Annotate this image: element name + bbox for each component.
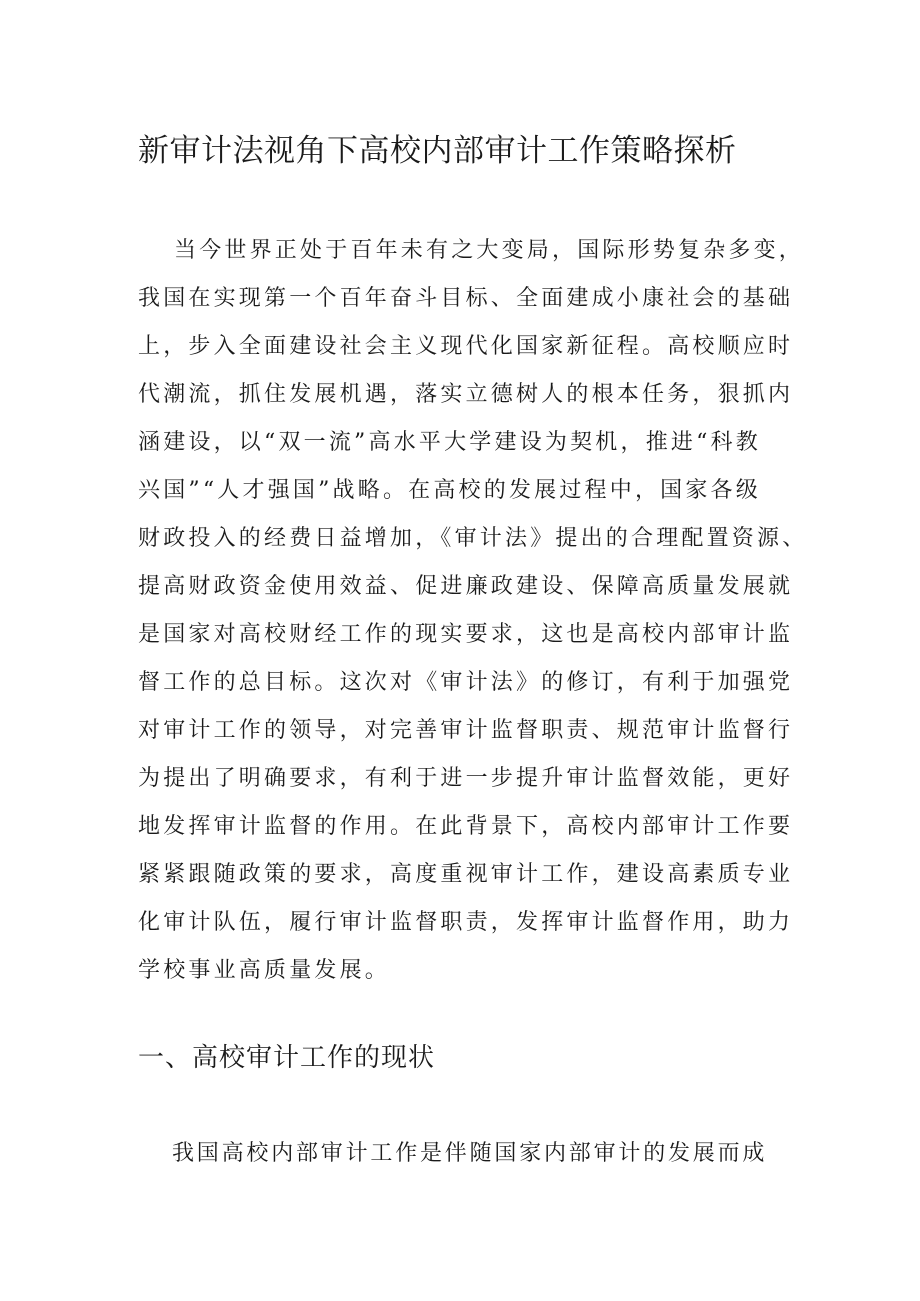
paragraph-line: 兴国”“人才强国”战略。在高校的发展过程中，国家各级	[138, 478, 761, 503]
paragraph-line: 地发挥审计监督的作用。在此背景下，高校内部审计工作要	[138, 814, 794, 839]
paragraph-line: 我国在实现第一个百年奋斗目标、全面建成小康社会的基础	[138, 286, 794, 311]
paragraph-line: 涵建设，以“双一流”高水平大学建设为契机，推进“科教	[138, 430, 761, 455]
paragraph-line: 对审计工作的领导，对完善审计监督职责、规范审计监督行	[138, 718, 794, 743]
paragraph-line: 上，步入全面建设社会主义现代化国家新征程。高校顺应时	[138, 334, 794, 359]
paragraph-line: 财政投入的经费日益增加，《审计法》提出的合理配置资源、	[138, 526, 808, 551]
paragraph-line: 当今世界正处于百年未有之大变局，国际形势复杂多变，	[174, 238, 805, 263]
paragraph-line: 学校事业高质量发展。	[138, 958, 391, 983]
paragraph-line: 我国高校内部审计工作是伴随国家内部审计的发展而成	[172, 1141, 768, 1166]
section-heading: 一、高校审计工作的现状	[138, 1043, 436, 1073]
document-title: 新审计法视角下高校内部审计工作策略探析	[138, 133, 737, 169]
intro-paragraph	[138, 227, 808, 995]
paragraph-line: 提高财政资金使用效益、促进廉政建设、保障高质量发展就	[138, 574, 794, 599]
paragraph-line: 是国家对高校财经工作的现实要求，这也是高校内部审计监	[138, 622, 794, 647]
section-paragraph	[138, 1130, 798, 1178]
paragraph-line: 代潮流，抓住发展机遇，落实立德树人的根本任务，狠抓内	[138, 382, 794, 407]
paragraph-line: 为提出了明确要求，有利于进一步提升审计监督效能，更好	[138, 766, 794, 791]
paragraph-line: 督工作的总目标。这次对《审计法》的修订，有利于加强党	[138, 670, 794, 695]
paragraph-line: 紧紧跟随政策的要求，高度重视审计工作，建设高素质专业	[138, 862, 794, 887]
paragraph-line: 化审计队伍，履行审计监督职责，发挥审计监督作用，助力	[138, 910, 794, 935]
